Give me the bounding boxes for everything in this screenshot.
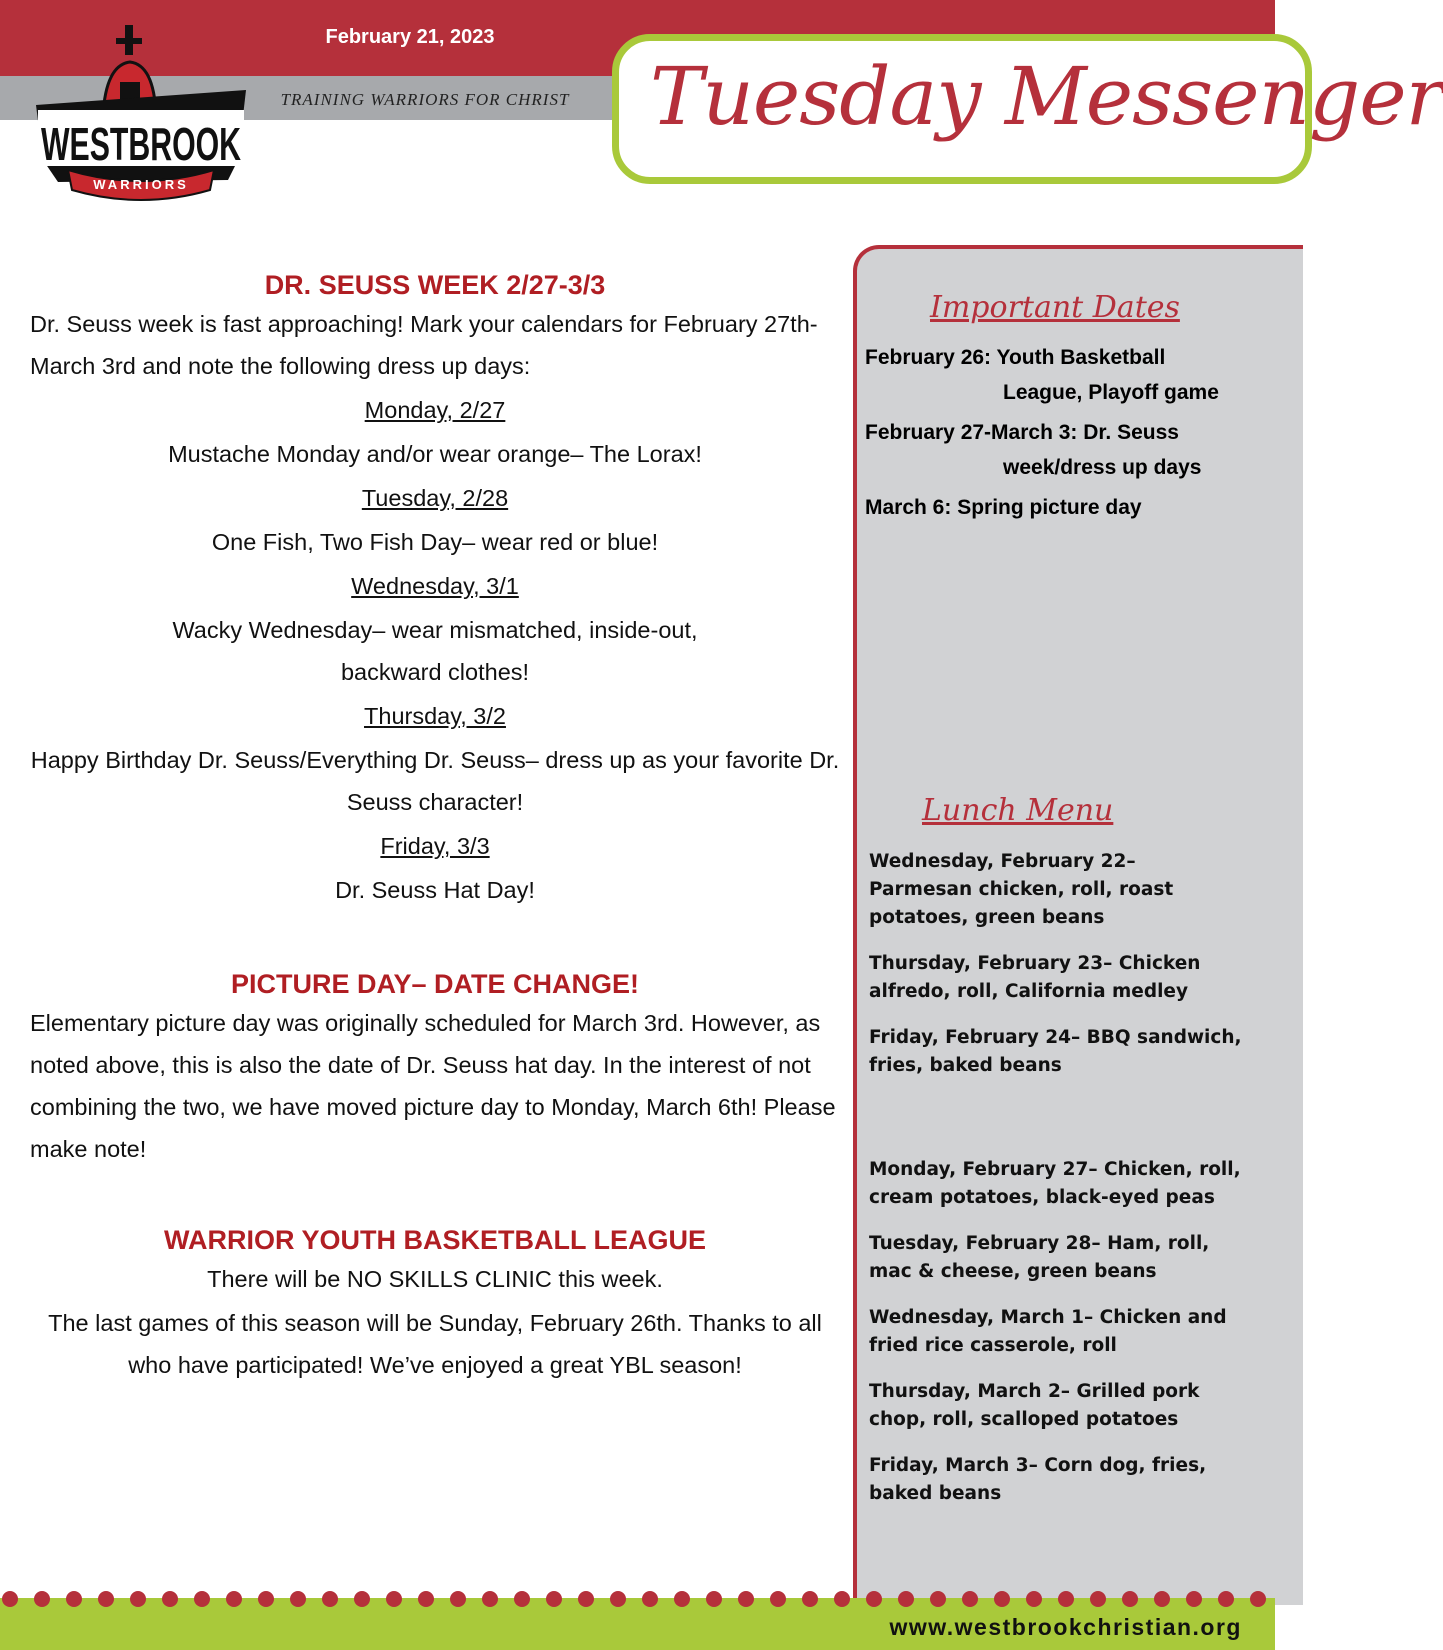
lunch-item: Wednesday, February 22– Parmesan chicken, roll, roast potatoes, green beans	[869, 851, 1174, 928]
lunch-week-gap	[869, 1098, 1244, 1156]
lunch-item: Tuesday, February 28– Ham, roll, mac & cheese, green beans	[869, 1233, 1210, 1282]
footer-dot	[290, 1591, 306, 1607]
picture-body: Elementary picture day was originally scheduled for March 3rd. However, as noted above, this is also the date of Dr. Seuss hat day. In the interest of not combining the two, we have moved picture day to Monday, March 6th! Please make note!	[30, 1010, 836, 1162]
footer-dot	[1090, 1591, 1106, 1607]
lunch-item: Thursday, February 23– Chicken alfredo, roll, California medley	[869, 953, 1201, 1002]
footer-dot	[994, 1591, 1010, 1607]
date-item-line: February 26: Youth Basketball	[865, 346, 1166, 369]
picture-section	[30, 969, 840, 1170]
lunch-item: Thursday, March 2– Grilled pork chop, roll, scalloped potatoes	[869, 1381, 1200, 1430]
footer-dot	[130, 1591, 146, 1607]
footer-dot	[642, 1591, 658, 1607]
footer-dot	[930, 1591, 946, 1607]
lunch-item: Wednesday, March 1– Chicken and fried rice casserole, roll	[869, 1307, 1227, 1356]
day-desc: Dr. Seuss Hat Day!	[335, 877, 535, 903]
footer-dot	[546, 1591, 562, 1607]
date-item	[865, 340, 1265, 410]
lunch-item: Monday, February 27– Chicken, roll, cream potatoes, black-eyed peas	[869, 1159, 1241, 1208]
main-column	[30, 270, 840, 1386]
footer-dot	[1058, 1591, 1074, 1607]
footer-dot	[98, 1591, 114, 1607]
footer-dot	[450, 1591, 466, 1607]
footer-dot	[66, 1591, 82, 1607]
newsletter-title: Tuesday Messenger	[650, 50, 1443, 143]
logo-subtext: WARRIORS	[93, 177, 189, 192]
day-label: Friday, 3/3	[380, 833, 490, 859]
date-item-line: week/dress up days	[1003, 456, 1202, 479]
seuss-intro: Dr. Seuss week is fast approaching! Mark your calendars for February 27th-March 3rd and note the following dress up days:	[30, 311, 818, 379]
footer-dot	[610, 1591, 626, 1607]
footer-dot	[2, 1591, 18, 1607]
basketball-section	[30, 1225, 840, 1386]
footer-dot	[866, 1591, 882, 1607]
footer-dot-border	[0, 1587, 1275, 1611]
logo-wordmark: WESTBROOK	[41, 118, 241, 170]
lunch-item: Friday, February 24– BBQ sandwich, fries, baked beans	[869, 1027, 1242, 1076]
day-desc: Wacky Wednesday– wear mismatched, inside-out, backward clothes!	[172, 617, 698, 685]
footer-dot	[738, 1591, 754, 1607]
important-dates-heading: Important Dates	[930, 290, 1180, 325]
footer-dot	[834, 1591, 850, 1607]
footer-dot	[674, 1591, 690, 1607]
day-label: Thursday, 3/2	[364, 703, 506, 729]
day-label: Tuesday, 2/28	[361, 485, 509, 511]
basketball-line2: The last games of this season will be Sunday, February 26th. Thanks to all who have participated! We’ve enjoyed a great YBL season!	[48, 1310, 822, 1378]
footer-dot	[578, 1591, 594, 1607]
date-item-line: League, Playoff game	[1003, 381, 1219, 404]
date-item-line: March 6: Spring picture day	[865, 496, 1142, 519]
date-item	[865, 490, 1265, 525]
footer-dot	[1026, 1591, 1042, 1607]
day-desc: Happy Birthday Dr. Seuss/Everything Dr. Seuss– dress up as your favorite Dr. Seuss character!	[30, 747, 840, 815]
day-desc: One Fish, Two Fish Day– wear red or blue!	[211, 529, 659, 555]
basketball-line1: There will be NO SKILLS CLINIC this week.	[207, 1266, 663, 1292]
day-desc: Mustache Monday and/or wear orange– The Lorax!	[168, 441, 702, 467]
footer-dot	[1186, 1591, 1202, 1607]
footer-dot	[258, 1591, 274, 1607]
footer-dot	[1122, 1591, 1138, 1607]
picture-heading: PICTURE DAY– DATE CHANGE!	[230, 969, 640, 999]
footer-dot	[802, 1591, 818, 1607]
footer-dot	[226, 1591, 242, 1607]
lunch-menu-heading: Lunch Menu	[922, 793, 1114, 828]
issue-date: February 21, 2023	[325, 26, 495, 48]
day-label: Wednesday, 3/1	[351, 573, 519, 599]
lunch-item: Friday, March 3– Corn dog, fries, baked beans	[869, 1455, 1207, 1504]
seuss-heading: DR. SEUSS WEEK 2/27-3/3	[264, 270, 606, 300]
footer-dot	[1154, 1591, 1170, 1607]
footer-dot	[194, 1591, 210, 1607]
footer-dot	[898, 1591, 914, 1607]
footer-dot	[386, 1591, 402, 1607]
footer-dot	[162, 1591, 178, 1607]
footer-dot	[514, 1591, 530, 1607]
footer-dot	[706, 1591, 722, 1607]
date-item-line: February 27-March 3: Dr. Seuss	[865, 421, 1179, 444]
basketball-heading: WARRIOR YOUTH BASKETBALL LEAGUE	[163, 1225, 707, 1255]
footer-dot	[354, 1591, 370, 1607]
lunch-menu-list	[869, 848, 1244, 1526]
footer-dot	[322, 1591, 338, 1607]
seuss-section	[30, 270, 840, 911]
footer-dot	[1250, 1591, 1266, 1607]
footer-dot	[418, 1591, 434, 1607]
footer-dot	[962, 1591, 978, 1607]
important-dates-list	[865, 340, 1265, 530]
footer-dot	[770, 1591, 786, 1607]
website-url: www.westbrookchristian.org	[889, 1614, 1242, 1640]
motto: TRAINING WARRIORS FOR CHRIST	[280, 90, 570, 109]
date-item	[865, 415, 1265, 485]
westbrook-logo	[28, 20, 253, 205]
footer-dot	[482, 1591, 498, 1607]
day-label: Monday, 2/27	[364, 397, 506, 423]
footer-dot	[34, 1591, 50, 1607]
footer-dot	[1218, 1591, 1234, 1607]
